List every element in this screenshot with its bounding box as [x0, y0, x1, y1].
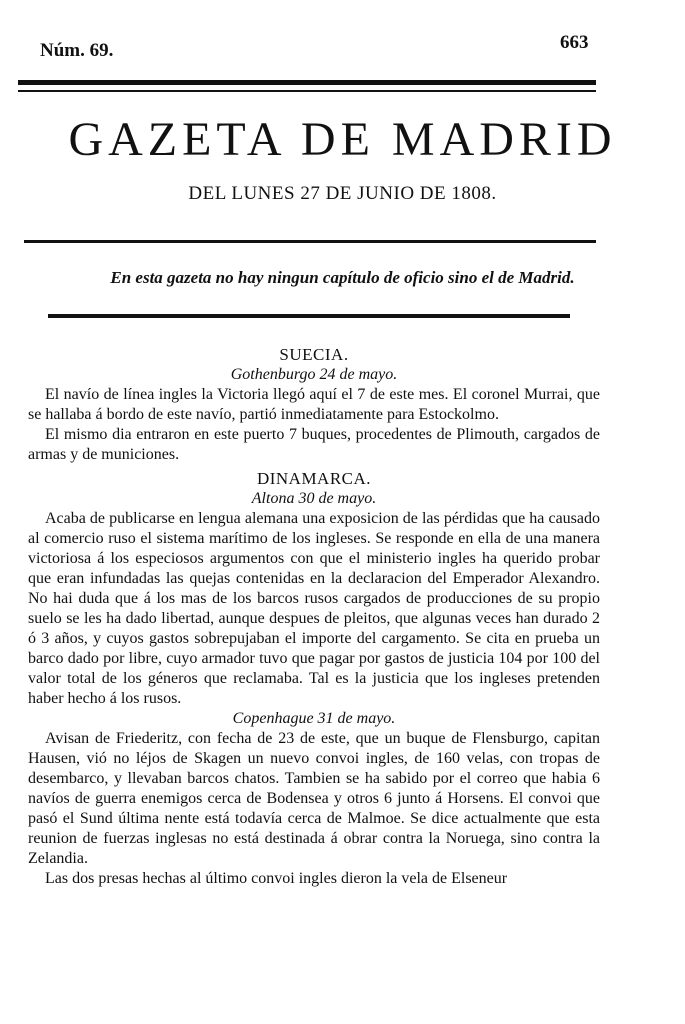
dateline-copenhague: Copenhague 31 de mayo.	[232, 710, 396, 727]
page-number: 663	[560, 32, 589, 53]
newspaper-title: GAZETA DE MADRID	[68, 113, 617, 166]
paragraph-friederitz: Avisan de Friederitz, con fecha de 23 de este, que un buque de Flensburgo, capitan Hausen, vió no léjos de Skagen un nuevo convoi ingles, de 160 velas, con tropas de desembarco, y llevaban barcos chatos. Tambien se ha sabido por el correo que habia 6 navíos de guerra enemigos cerca de Bodensea y otros 6 junto á Horsens. El convoi que pasó el Sund última nente está todavía cerca de Malmoe. Se dice actualmente que esta reunion de fuerzas inglesas no está destinada á obrar contra la Noruega, sino contra la Zelandia.	[28, 730, 600, 867]
issue-number: Núm. 69.	[40, 40, 114, 61]
section-heading-suecia: SUECIA.	[279, 345, 349, 364]
top-rule-thick	[18, 80, 596, 85]
paragraph-presas: Las dos presas hechas al último convoi ingles dieron la vela de Elseneur	[45, 870, 508, 887]
section-heading-dinamarca: DINAMARCA.	[256, 469, 372, 488]
dateline-gothenburgo: Gothenburgo 24 de mayo.	[230, 366, 398, 383]
paragraph-plimouth: El mismo dia entraron en este puerto 7 buques, procedentes de Plimouth, cargados de armas y de municiones.	[28, 426, 600, 463]
paragraph-victoria: El navío de línea ingles la Victoria llegó aquí el 7 de este mes. El coronel Murrai, que se hallaba á bordo de este navío, partió inmediatamente para Estockolmo.	[28, 386, 600, 423]
dateline-altona: Altona 30 de mayo.	[251, 490, 377, 507]
article-column	[28, 345, 600, 889]
official-notice: En esta gazeta no hay ningun capítulo de oficio sino el de Madrid.	[110, 268, 575, 287]
issue-date: DEL LUNES 27 DE JUNIO DE 1808.	[188, 183, 497, 204]
paragraph-exposicion: Acaba de publicarse en lengua alemana una exposicion de las pérdidas que ha causado al comercio ruso el sistema marítimo de los ingleses. Se responde en ella de una manera victoriosa á los especiosos argumentos con que el ministerio ingles ha querido probar que eran infundadas las quejas contenidas en la declaracion del Emperador Alexandro. No hai duda que á los mas de los barcos rusos cargados de producciones de su propio suelo se les ha dado libertad, aunque despues de pleitos, que algunas veces han durado 2 ó 3 años, y cuyos gastos sobrepujaban el importe del cargamento. Se cita en prueba un barco dado por libre, cuyo armador tuvo que pagar por gastos de justicia 104 por 100 del valor total de los géneros que reclamaba. Tal es la justicia que los ingleses pretenden haber hecho á los rusos.	[28, 510, 600, 707]
top-rule-thin	[18, 90, 596, 92]
date-rule	[24, 240, 596, 243]
notice-rule	[48, 314, 570, 318]
